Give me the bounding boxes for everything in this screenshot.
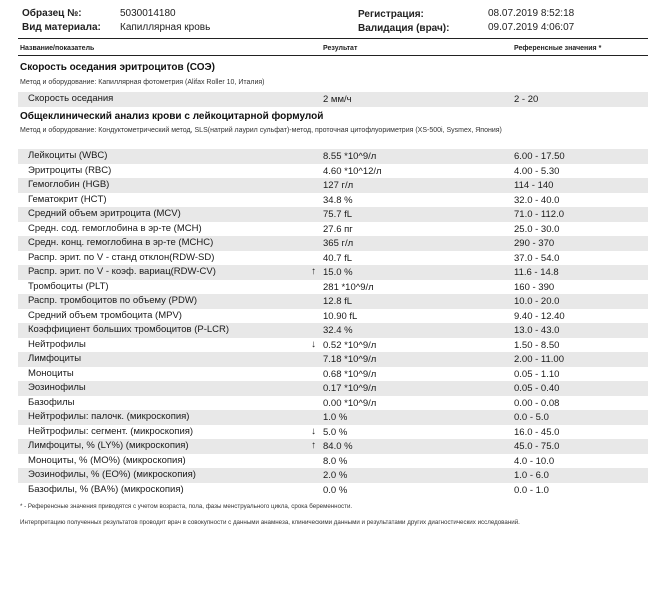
test-name: Средн. конц. гемоглобина в эр-те (MCHC) [28, 237, 214, 248]
reference-range: 160 - 390 [514, 281, 555, 293]
table-row [18, 178, 648, 193]
abnormal-flag-icon: ↓ [311, 425, 316, 437]
result-value: 40.7 fL [323, 252, 353, 264]
reference-range: 0.00 - 0.08 [514, 397, 560, 409]
abnormal-flag-icon: ↑ [311, 440, 316, 451]
table-row [18, 396, 648, 411]
table-row [18, 222, 648, 237]
test-name: Распр. эрит. по V - станд отклон(RDW-SD) [28, 251, 215, 263]
section-method-esr: Метод и оборудование: Капиллярная фотометрия (Alifax Roller 10, Италия) [20, 79, 265, 86]
table-row [18, 367, 648, 382]
section-title-esr: Скорость оседания эритроцитов (СОЭ) [20, 62, 215, 73]
result-value: 0.68 *10^9/л [323, 368, 377, 380]
result-value: 2 мм/ч [323, 94, 352, 105]
result-value: 127 г/л [323, 180, 354, 191]
test-name: Нейтрофилы: палочк. (микроскопия) [28, 411, 190, 422]
test-name: Эритроциты (RBC) [28, 164, 112, 176]
reference-footnote: * - Референсные значения приводятся с учетом возраста, пола, фазы менструального цикла, срока беременности. [20, 503, 353, 510]
result-value: 0.00 *10^9/л [323, 397, 377, 409]
abnormal-flag-icon: ↑ [311, 266, 316, 277]
result-value: 32.4 % [323, 325, 353, 336]
reference-range: 290 - 370 [514, 238, 555, 249]
test-name: Тромбоциты (PLT) [28, 280, 109, 292]
result-value: 0.0 % [323, 484, 348, 496]
table-row [18, 193, 648, 208]
table-row [18, 381, 648, 396]
header-divider [18, 38, 648, 39]
material-type-value: Капиллярная кровь [120, 22, 211, 33]
result-value: 281 *10^9/л [323, 281, 374, 293]
column-header-reference: Референсные значения * [514, 45, 602, 52]
table-row [18, 309, 648, 324]
table-row [18, 338, 648, 353]
sample-number-value: 5030014180 [120, 8, 176, 19]
test-name: Распр. эрит. по V - коэф. вариац(RDW-CV) [28, 266, 216, 277]
reference-range: 0.05 - 0.40 [514, 383, 560, 394]
table-row [18, 468, 648, 483]
reference-range: 32.0 - 40.0 [514, 194, 560, 206]
result-value: 34.8 % [323, 194, 353, 206]
result-value: 8.0 % [323, 455, 348, 467]
table-row [18, 92, 648, 107]
reference-range: 2 - 20 [514, 94, 539, 105]
table-row [18, 164, 648, 179]
test-name: Средний объем тромбоцита (MPV) [28, 309, 182, 321]
reference-range: 45.0 - 75.0 [514, 441, 560, 452]
result-value: 7.18 *10^9/л [323, 354, 377, 365]
test-name: Нейтрофилы: сегмент. (микроскопия) [28, 425, 194, 437]
reference-range: 1.0 - 6.0 [514, 470, 549, 481]
test-name: Эозинофилы [28, 382, 86, 393]
test-name: Базофилы, % (BA%) (микроскопия) [28, 483, 184, 495]
result-value: 365 г/л [323, 238, 354, 249]
reference-range: 11.6 - 14.8 [514, 267, 559, 278]
reference-range: 16.0 - 45.0 [514, 426, 560, 438]
reference-range: 71.0 - 112.0 [514, 209, 565, 220]
reference-range: 13.0 - 43.0 [514, 325, 560, 336]
table-row [18, 454, 648, 469]
table-row [18, 207, 648, 222]
table-row [18, 410, 648, 425]
test-name: Нейтрофилы [28, 338, 86, 350]
material-type-label: Вид материала: [22, 22, 101, 33]
section-title-cbc: Общеклинический анализ крови с лейкоцитарной формулой [20, 111, 324, 122]
reference-range: 10.0 - 20.0 [514, 296, 560, 307]
test-name: Распр. тромбоцитов по объему (PDW) [28, 295, 198, 306]
column-header-name: Название/показатель [20, 45, 95, 52]
validation-value: 09.07.2019 4:06:07 [488, 22, 575, 33]
result-value: 84.0 % [323, 441, 353, 452]
table-row [18, 149, 648, 164]
reference-range: 9.40 - 12.40 [514, 310, 565, 322]
registration-value: 08.07.2019 8:52:18 [488, 8, 575, 19]
reference-range: 25.0 - 30.0 [514, 223, 560, 235]
test-name: Базофилы [28, 396, 75, 408]
table-row [18, 294, 648, 309]
reference-range: 2.00 - 11.00 [514, 354, 565, 365]
result-value: 0.52 *10^9/л [323, 339, 377, 351]
test-name: Лимфоциты [28, 353, 82, 364]
test-name: Моноциты, % (MO%) (микроскопия) [28, 454, 186, 466]
result-value: 4.60 *10^12/л [323, 165, 382, 177]
table-row [18, 483, 648, 498]
result-value: 27.6 пг [323, 223, 353, 235]
test-name: Лейкоциты (WBC) [28, 150, 108, 161]
table-row [18, 236, 648, 251]
result-value: 5.0 % [323, 426, 348, 438]
reference-range: 4.00 - 5.30 [514, 165, 560, 177]
sample-number-label: Образец №: [22, 8, 82, 19]
abnormal-flag-icon: ↓ [311, 338, 316, 350]
test-name: Эозинофилы, % (EO%) (микроскопия) [28, 469, 196, 480]
table-row [18, 352, 648, 367]
result-value: 75.7 fL [323, 209, 353, 220]
test-name: Средний объем эритроцита (MCV) [28, 208, 181, 219]
validation-label: Валидация (врач): [358, 23, 450, 34]
result-value: 2.0 % [323, 470, 348, 481]
registration-label: Регистрация: [358, 9, 424, 20]
reference-range: 37.0 - 54.0 [514, 252, 560, 264]
section-method-cbc: Метод и оборудование: Кондуктометрический метод, SLS(натрий лаурил сульфат)-метод, проточная цитофлуориметрия (XS-500i, Sysmex, Япония) [20, 127, 502, 134]
test-name: Лимфоциты, % (LY%) (микроскопия) [28, 440, 189, 451]
reference-range: 0.0 - 1.0 [514, 484, 549, 496]
reference-range: 0.0 - 5.0 [514, 412, 549, 423]
reference-range: 6.00 - 17.50 [514, 151, 565, 162]
reference-range: 0.05 - 1.10 [514, 368, 560, 380]
result-value: 8.55 *10^9/л [323, 151, 377, 162]
test-name: Коэффициент больших тромбоцитов (P-LCR) [28, 324, 230, 335]
table-row [18, 251, 648, 266]
column-header-result: Результат [323, 45, 358, 52]
table-row [18, 323, 648, 338]
result-value: 1.0 % [323, 412, 348, 423]
table-row [18, 439, 648, 454]
table-row [18, 280, 648, 295]
reference-range: 4.0 - 10.0 [514, 455, 555, 467]
column-header-divider [18, 55, 648, 56]
test-name: Гемоглобин (HGB) [28, 179, 110, 190]
table-row [18, 265, 648, 280]
test-name: Средн. сод. гемоглобина в эр-те (MCH) [28, 222, 202, 234]
test-name: Скорость оседания [28, 93, 114, 104]
table-row [18, 425, 648, 440]
reference-range: 114 - 140 [514, 180, 554, 191]
result-value: 0.17 *10^9/л [323, 383, 377, 394]
result-value: 12.8 fL [323, 296, 353, 307]
interpretation-note: Интерпретацию полученных результатов проводит врач в совокупности с данными анамнеза, клиническими данными и результатами других диагностических исследований. [20, 519, 520, 526]
result-value: 15.0 % [323, 267, 353, 278]
result-value: 10.90 fL [323, 310, 358, 322]
reference-range: 1.50 - 8.50 [514, 339, 560, 351]
test-name: Моноциты [28, 367, 74, 379]
test-name: Гематокрит (HCT) [28, 193, 107, 205]
